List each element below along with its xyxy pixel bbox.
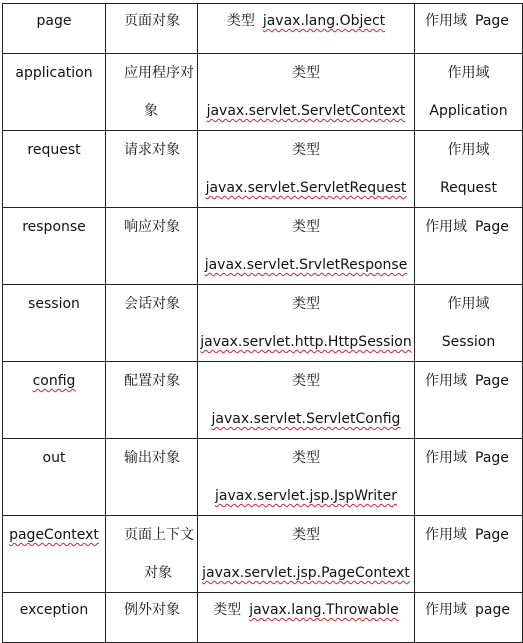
type-cell [198,439,415,516]
table-row-config [3,362,523,439]
table-row-session [3,285,523,362]
scope-label: 作用域 [425,450,467,466]
table-row-exception [3,593,523,643]
description-text: 请求对象 [124,142,180,158]
scope-label: 作用域 [425,527,467,543]
description-cell [106,439,198,516]
type-cell [198,593,415,643]
scope-value: Session [441,334,496,350]
scope-value: page [475,602,510,618]
type-cell [198,208,415,285]
description-text-continued: 对象 [144,565,172,581]
object-name: response [22,219,86,235]
scope-cell [415,593,523,643]
type-class-name: javax.servlet.ServletContext [206,103,406,119]
object-name-cell [3,208,106,285]
object-name: session [28,296,80,312]
type-label: 类型 [226,13,255,29]
description-cell [106,362,198,439]
object-name-cell [3,516,106,593]
description-cell [106,285,198,362]
type-label: 类型 [213,602,242,618]
scope-label: 作用域 [425,602,467,618]
scope-cell [415,516,523,593]
type-cell [198,516,415,593]
object-name-cell [3,285,106,362]
scope-value: Page [475,13,509,29]
scope-label: 作用域 [425,373,467,389]
scope-cell [415,208,523,285]
description-text: 输出对象 [124,450,180,466]
object-name-cell [3,131,106,208]
description-text-continued: 象 [144,103,158,119]
object-name-cell [3,593,106,643]
scope-label: 作用域 [447,296,490,312]
scope-cell [415,54,523,131]
object-name: out [42,450,66,466]
type-label: 类型 [292,219,320,235]
scope-value: Page [475,527,509,543]
scope-cell [415,4,523,54]
type-class-name: javax.servlet.ServletRequest [205,180,407,196]
description-text: 页面上下文 [124,527,194,543]
type-class-name: javax.lang.Throwable [249,602,399,618]
object-name: request [27,142,81,158]
description-cell [106,54,198,131]
scope-value: Request [440,180,497,196]
table-row-out [3,439,523,516]
table-row-application [3,54,523,131]
scope-label: 作用域 [425,13,467,29]
jsp-implicit-objects-table [2,3,523,643]
type-label: 类型 [292,373,320,389]
description-text: 应用程序对 [124,65,194,81]
object-name-cell [3,439,106,516]
scope-value: Page [475,373,509,389]
type-label: 类型 [292,527,320,543]
type-cell [198,362,415,439]
scope-value: Page [475,219,509,235]
object-name: config [32,373,76,389]
scope-value: Application [429,103,508,119]
description-text: 响应对象 [124,219,180,235]
description-text: 例外对象 [124,602,180,618]
scope-cell [415,362,523,439]
scope-label: 作用域 [425,219,467,235]
type-class-name: javax.servlet.SrvletResponse [204,257,408,273]
object-name: application [15,65,93,81]
description-text: 配置对象 [124,373,180,389]
type-class-name: javax.servlet.ServletConfig [211,411,401,427]
type-label: 类型 [292,296,320,312]
description-text: 页面对象 [124,13,180,29]
scope-cell [415,131,523,208]
type-cell [198,54,415,131]
scope-label: 作用域 [447,142,490,158]
type-label: 类型 [292,65,320,81]
type-class-name: javax.lang.Object [262,13,386,29]
description-text: 会话对象 [124,296,180,312]
object-name: pageContext [9,527,99,543]
object-name-cell [3,362,106,439]
description-cell [106,4,198,54]
description-cell [106,593,198,643]
description-cell [106,516,198,593]
table-row-pagecontext [3,516,523,593]
object-name: page [36,13,72,29]
description-cell [106,208,198,285]
scope-label: 作用域 [447,65,490,81]
type-cell [198,131,415,208]
type-cell [198,4,415,54]
type-cell [198,285,415,362]
object-name-cell [3,54,106,131]
description-cell [106,131,198,208]
scope-cell [415,285,523,362]
object-name: exception [19,602,89,618]
type-class-name: javax.servlet.jsp.PageContext [202,565,410,581]
type-label: 类型 [292,142,320,158]
type-class-name: javax.servlet.jsp.JspWriter [214,488,397,504]
scope-value: Page [475,450,509,466]
table-row-page [3,4,523,54]
object-name-cell [3,4,106,54]
scope-cell [415,439,523,516]
type-class-name: javax.servlet.http.HttpSession [200,334,412,350]
table-row-request [3,131,523,208]
type-label: 类型 [292,450,320,466]
table-row-response [3,208,523,285]
